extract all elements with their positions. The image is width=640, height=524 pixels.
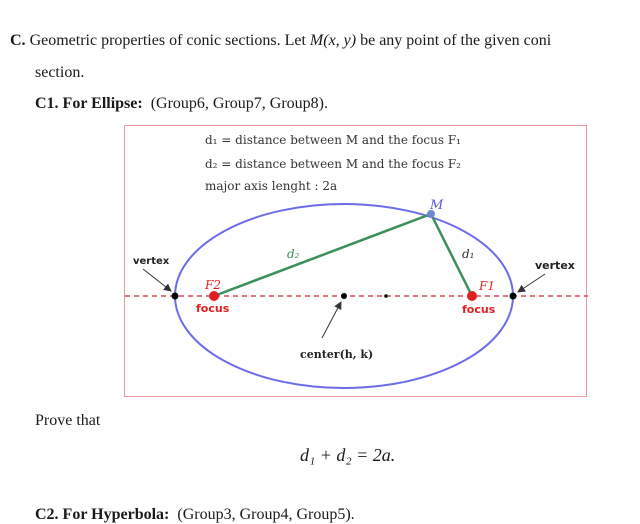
- point-notation: M(x, y): [309, 32, 357, 49]
- label-focus-left: focus: [196, 302, 230, 315]
- intro-continuation: section.: [35, 64, 85, 81]
- legend-d1: d₁ = distance between M and the focus F₁: [205, 133, 461, 147]
- legend-major-axis: major axis lenght : 2a: [205, 179, 338, 193]
- right-vertex-point: [510, 293, 517, 300]
- focus-f2-point: [209, 291, 219, 301]
- intro-text-b: be any point of the given coni: [356, 32, 552, 49]
- ellipse-figure: [124, 125, 587, 397]
- label-vertex-right: vertex: [535, 259, 575, 272]
- axis-dot: [384, 294, 388, 298]
- label-m: M: [430, 198, 444, 213]
- label-d1: d₁: [462, 247, 475, 261]
- ellipse-subheading: [35, 95, 328, 113]
- hyperbola-heading: C2. For Hyperbola:: [35, 506, 170, 523]
- intro-text-a: Geometric properties of conic sections. Let: [25, 32, 310, 49]
- section-label: C.: [10, 32, 26, 49]
- ellipse-heading: C1. For Ellipse:: [35, 95, 143, 112]
- label-d2: d₂: [287, 247, 300, 261]
- equation: d₁ + d₂ = 2a.: [300, 445, 396, 465]
- center-arrow: [322, 302, 341, 338]
- vertex-right-arrow: [518, 274, 545, 292]
- center-point: [341, 293, 347, 299]
- ellipse-groups: (Group6, Group7, Group8).: [150, 95, 329, 112]
- prove-text: Prove that: [35, 412, 101, 429]
- segment-d2: [214, 214, 431, 296]
- left-vertex-point: [172, 293, 179, 300]
- label-vertex-left: vertex: [133, 256, 170, 267]
- label-f1: F1: [479, 279, 495, 293]
- hyperbola-subheading: [35, 506, 355, 524]
- label-focus-right: focus: [462, 303, 496, 316]
- intro-line: [10, 32, 551, 50]
- label-center: center(h, k): [300, 348, 374, 361]
- hyperbola-groups: (Group3, Group4, Group5).: [177, 506, 355, 523]
- focus-f1-point: [467, 291, 477, 301]
- vertex-left-arrow: [143, 269, 171, 291]
- ellipse-diagram: [125, 126, 588, 398]
- legend-d2: d₂ = distance between M and the focus F₂: [205, 157, 461, 171]
- label-f2: F2: [205, 278, 221, 292]
